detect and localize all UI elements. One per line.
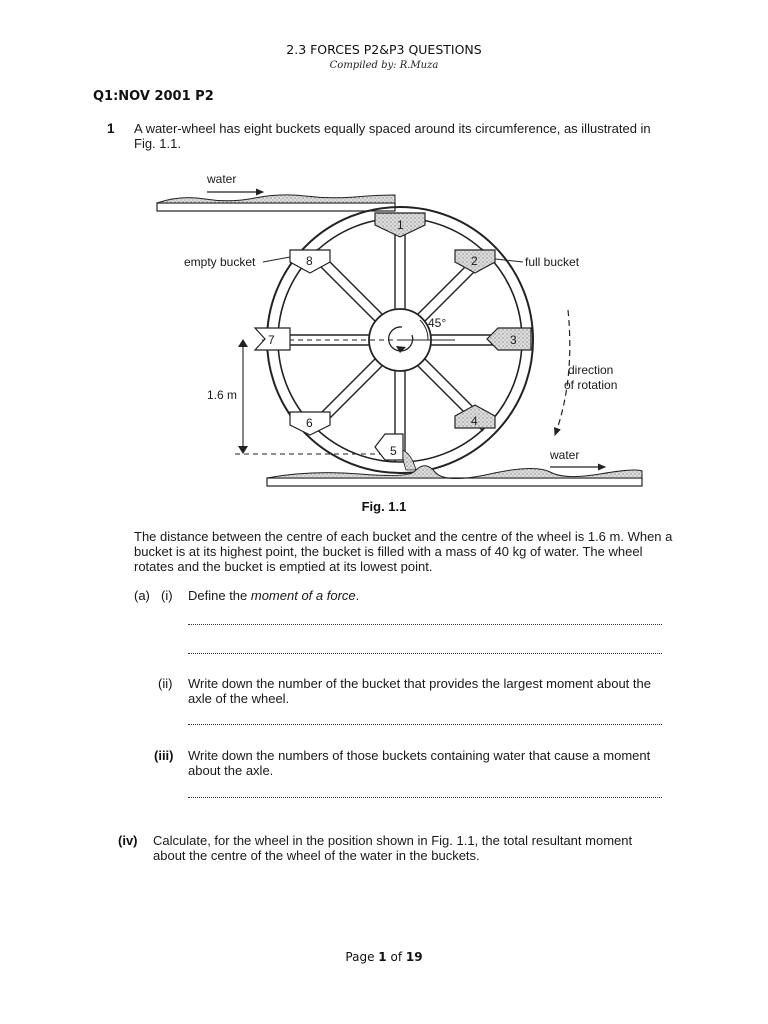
question-intro: A water-wheel has eight buckets equally spaced around its circumference, as illustrated in Fig. 1.1.: [134, 121, 651, 151]
svg-text:6: 6: [306, 416, 313, 430]
top-water-channel: [157, 195, 395, 211]
direction-label: direction: [568, 363, 614, 377]
part-iii-text: Write down the numbers of those buckets containing water that cause a moment about the axle.: [188, 748, 651, 778]
distance-label: 1.6 m: [207, 388, 238, 402]
part-iii-label: (iii): [154, 748, 174, 763]
part-iv-text: Calculate, for the wheel in the position shown in Fig. 1.1, the total resultant moment about the centre of the wheel of the water in the buckets.: [153, 833, 633, 863]
svg-text:3: 3: [510, 333, 517, 347]
svg-text:2: 2: [471, 254, 478, 268]
answer-line[interactable]: [188, 724, 662, 725]
bottom-water-channel: [267, 466, 642, 486]
water-top-label: water: [207, 172, 237, 186]
document-title: 2.3 FORCES P2&P3 QUESTIONS: [286, 42, 482, 57]
part-ii-label: (ii): [158, 676, 173, 691]
bucket-2: [455, 250, 495, 273]
svg-text:8: 8: [306, 254, 313, 268]
answer-line[interactable]: [188, 797, 662, 798]
question-heading: Q1:NOV 2001 P2: [93, 89, 214, 104]
water-wheel-figure: [150, 165, 650, 495]
part-iv-label: (iv): [118, 833, 138, 848]
part-i-label: (i): [161, 588, 173, 603]
question-number: 1: [107, 121, 115, 136]
svg-text:1: 1: [397, 218, 404, 232]
full-bucket-label: full bucket: [525, 255, 580, 269]
of-rotation-label: of rotation: [564, 378, 618, 392]
water-bottom-label: water: [550, 448, 580, 462]
page-number: Page 1 of 19: [345, 950, 423, 964]
svg-text:4: 4: [471, 414, 478, 428]
bucket-1: [375, 213, 425, 237]
bucket-3: [487, 328, 531, 350]
empty-bucket-label: empty bucket: [184, 255, 256, 269]
compiled-by: Compiled by: R.Muza: [329, 60, 439, 71]
angle-label: 45°: [428, 316, 447, 330]
bucket-7: [255, 328, 290, 350]
answer-line[interactable]: [188, 624, 662, 625]
svg-text:7: 7: [268, 333, 275, 347]
bucket-5: [375, 434, 416, 470]
part-i-text: Define the moment of a force.: [188, 588, 360, 603]
figure-caption: Fig. 1.1: [361, 499, 407, 514]
answer-line[interactable]: [188, 653, 662, 654]
part-ii-text: Write down the number of the bucket that provides the largest moment about the axle of the wheel.: [188, 676, 651, 706]
part-a-label: (a): [134, 588, 150, 603]
bucket-6: [290, 412, 330, 435]
svg-text:5: 5: [390, 444, 397, 458]
body-paragraph: The distance between the centre of each bucket and the centre of the wheel is 1.6 m. When a bucket is at its highest point, the bucket is filled with a mass of 40 kg of water. The wheel rotates and the bucket is emptied at its lowest point.: [134, 529, 673, 574]
